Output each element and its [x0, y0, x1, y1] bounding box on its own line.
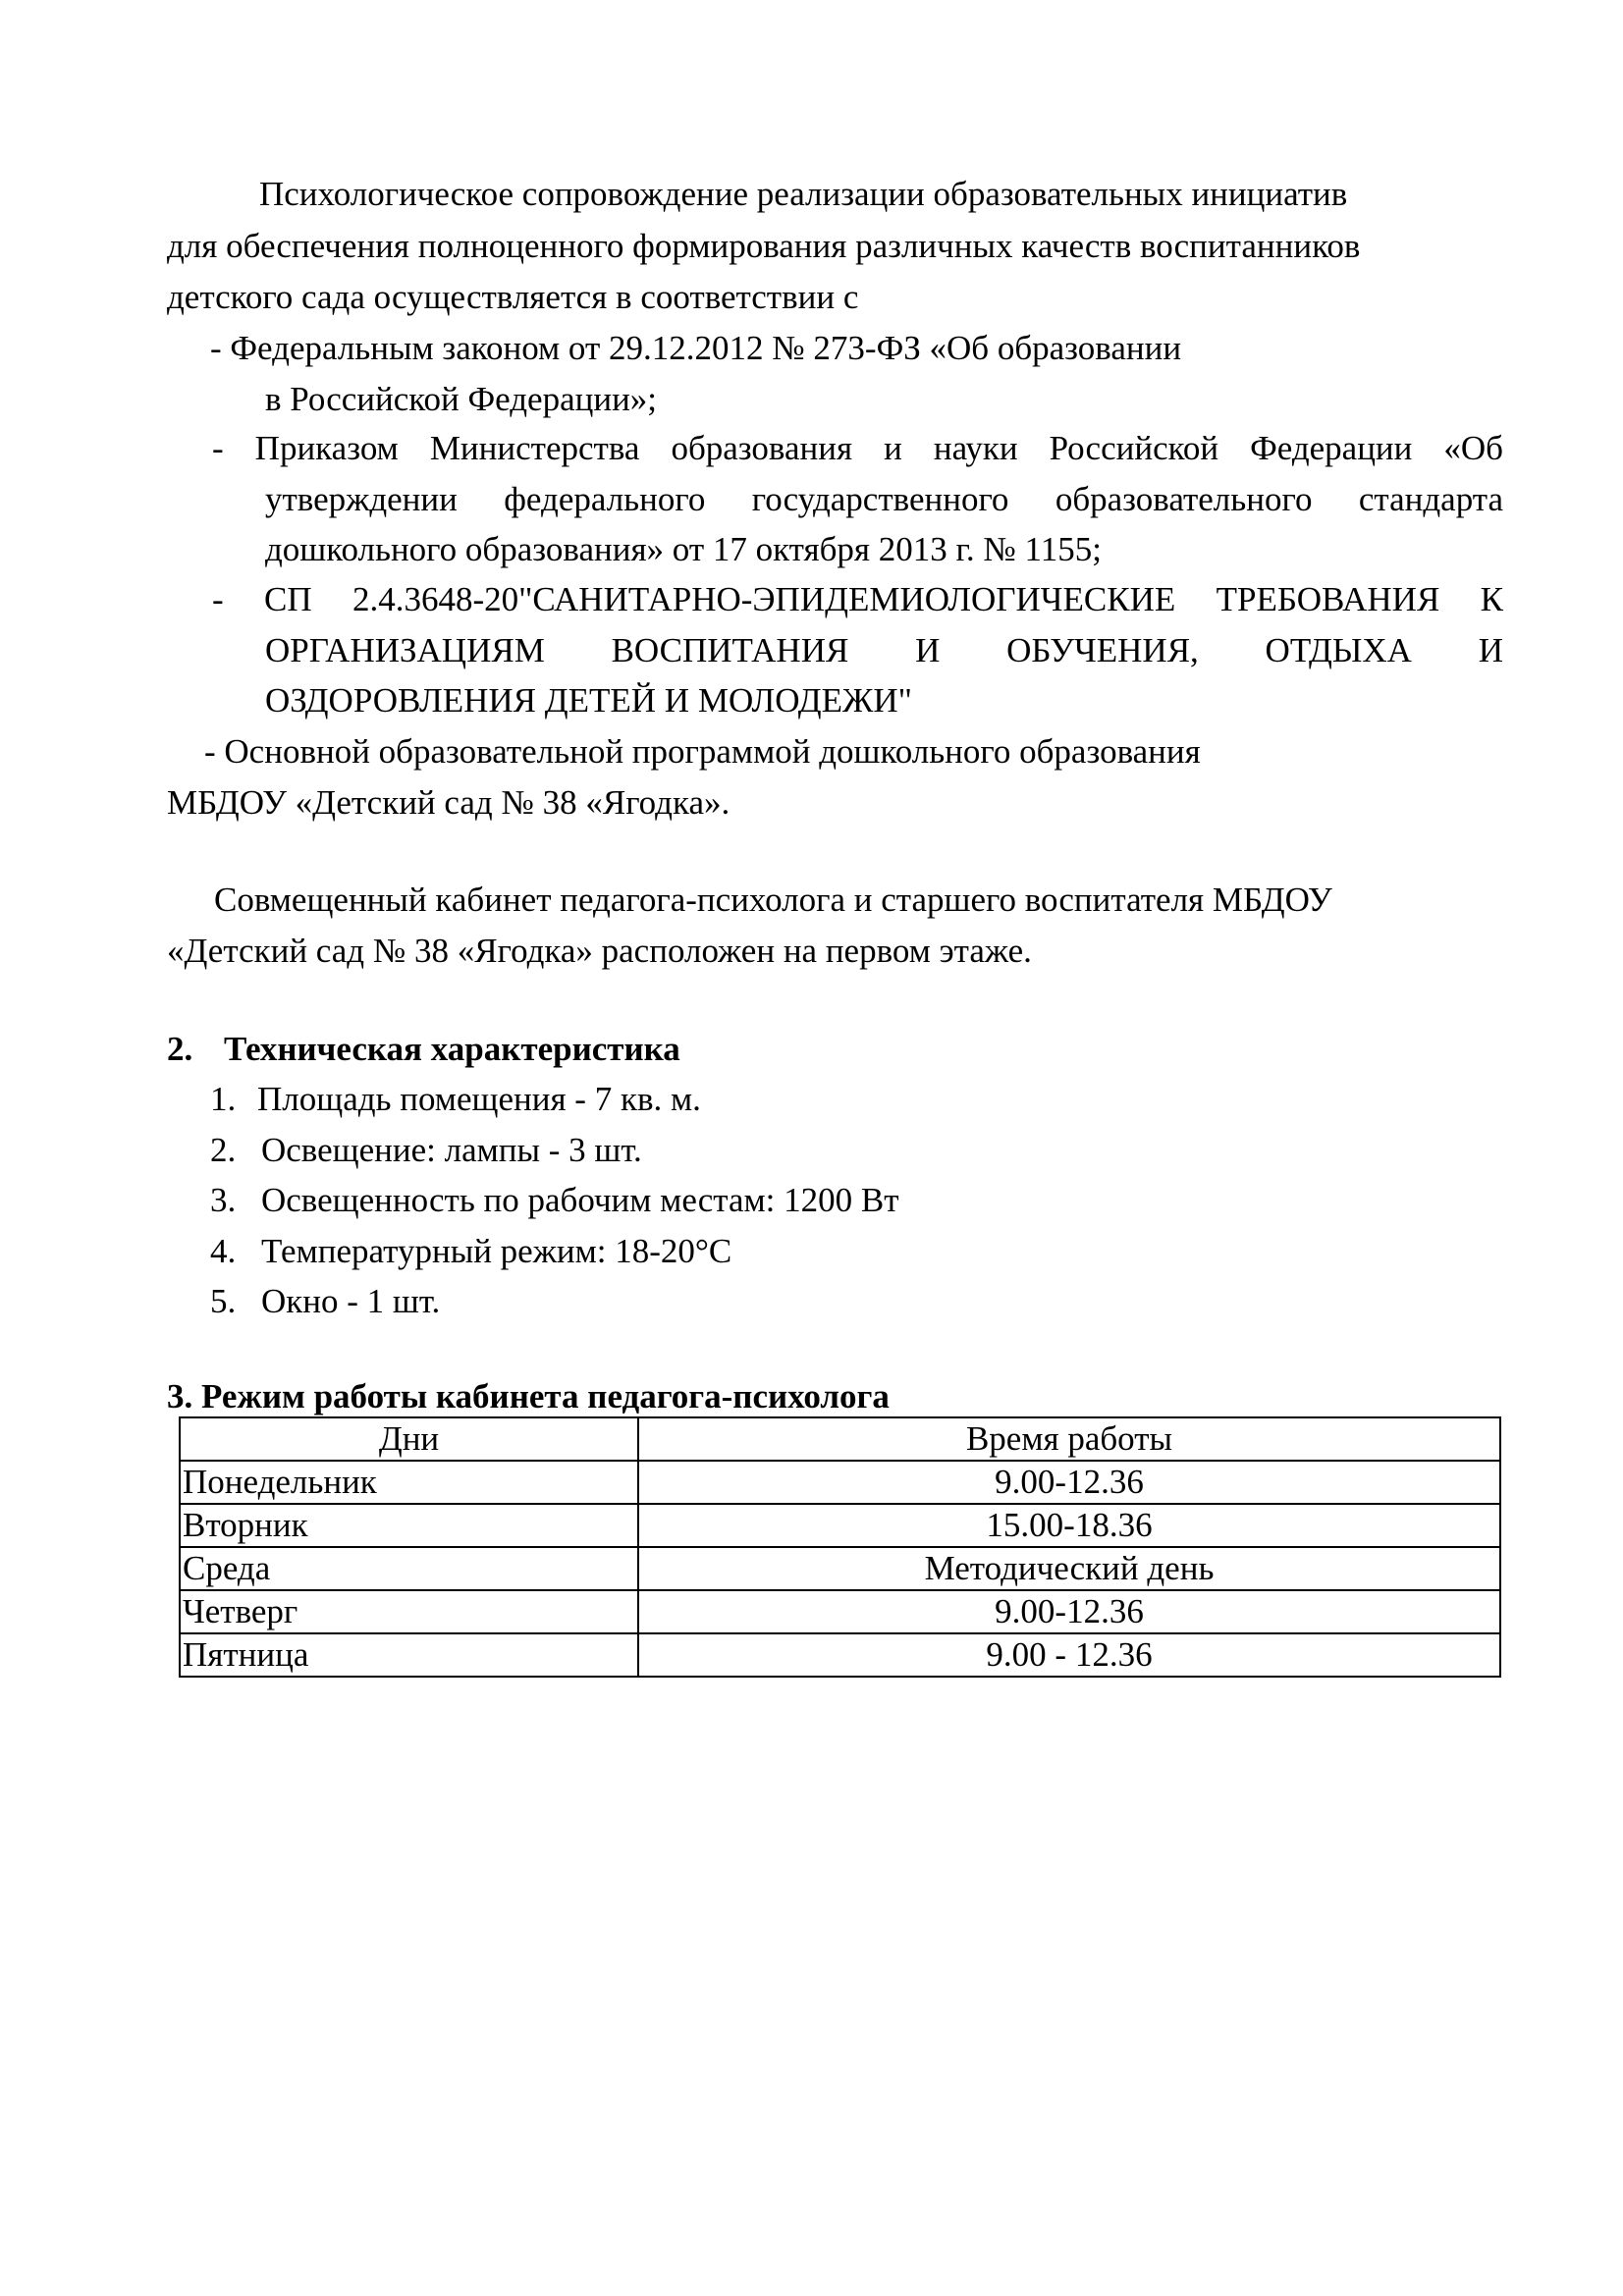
tech-item-1-text: Площадь помещения - 7 кв. м. — [257, 1080, 701, 1118]
law-2-line-3: дошкольного образования» от 17 октября 2013 г. № 1155; — [265, 530, 1102, 568]
law-2-line-2: утверждении федерального государственного образовательного стандарта — [265, 480, 1503, 518]
row-day: Понедельник — [180, 1461, 638, 1504]
table-row — [180, 1461, 1500, 1504]
law-1-line-2: в Российской Федерации»; — [265, 380, 658, 418]
row-day: Вторник — [180, 1504, 638, 1547]
row-time: 9.00-12.36 — [638, 1590, 1500, 1633]
row-time: 9.00 - 12.36 — [638, 1633, 1500, 1677]
tech-item-5-text: Окно - 1 шт. — [261, 1282, 441, 1320]
tech-item-5-number: 5. — [210, 1282, 237, 1320]
section-2-number: 2. — [167, 1030, 193, 1068]
tech-item-4-text: Температурный режим: 18-20°С — [261, 1232, 732, 1270]
law-1-line-1: - Федеральным законом от 29.12.2012 № 273-ФЗ «Об образовании — [210, 329, 1182, 367]
intro-line-3: детского сада осуществляется в соответствии с — [167, 278, 859, 316]
law-3-line-2: ОРГАНИЗАЦИЯМ ВОСПИТАНИЯ И ОБУЧЕНИЯ, ОТДЫХА И — [265, 631, 1503, 669]
tech-item-3-number: 3. — [210, 1181, 237, 1219]
table-row — [180, 1504, 1500, 1547]
header-days: Дни — [180, 1417, 638, 1461]
intro-line-1: Психологическое сопровождение реализации образовательных инициатив — [259, 175, 1348, 213]
section-3-title: 3. Режим работы кабинета педагога-психолога — [167, 1377, 890, 1415]
law-3-line-1: - СП 2.4.3648-20"САНИТАРНО-ЭПИДЕМИОЛОГИЧЕСКИЕ ТРЕБОВАНИЯ К — [212, 580, 1503, 618]
row-day: Пятница — [180, 1633, 638, 1677]
schedule-table — [179, 1416, 1501, 1678]
law-2-line-1: - Приказом Министерства образования и науки Российской Федерации «Об — [212, 429, 1503, 467]
table-row — [180, 1590, 1500, 1633]
row-time: Методический день — [638, 1547, 1500, 1590]
intro-line-2: для обеспечения полноценного формирования различных качеств воспитанников — [167, 227, 1361, 265]
row-time: 15.00-18.36 — [638, 1504, 1500, 1547]
law-4-line-2: МБДОУ «Детский сад № 38 «Ягодка». — [167, 783, 730, 822]
tech-item-1-number: 1. — [210, 1080, 237, 1118]
section-2-title: Техническая характеристика — [224, 1030, 680, 1068]
row-day: Четверг — [180, 1590, 638, 1633]
tech-item-3-text: Освещенность по рабочим местам: 1200 Вт — [261, 1181, 899, 1219]
table-header-row — [180, 1417, 1500, 1461]
law-3-line-3: ОЗДОРОВЛЕНИЯ ДЕТЕЙ И МОЛОДЕЖИ" — [265, 681, 912, 720]
tech-item-2-text: Освещение: лампы - 3 шт. — [261, 1131, 642, 1169]
row-day: Среда — [180, 1547, 638, 1590]
table-row — [180, 1547, 1500, 1590]
location-line-2: «Детский сад № 38 «Ягодка» расположен на первом этаже. — [167, 932, 1032, 970]
tech-item-4-number: 4. — [210, 1232, 237, 1270]
table-row — [180, 1633, 1500, 1677]
law-4-line-1: - Основной образовательной программой дошкольного образования — [204, 732, 1201, 771]
row-time: 9.00-12.36 — [638, 1461, 1500, 1504]
location-line-1: Совмещенный кабинет педагога-психолога и старшего воспитателя МБДОУ — [214, 881, 1332, 919]
tech-item-2-number: 2. — [210, 1131, 237, 1169]
header-work-time: Время работы — [638, 1417, 1500, 1461]
